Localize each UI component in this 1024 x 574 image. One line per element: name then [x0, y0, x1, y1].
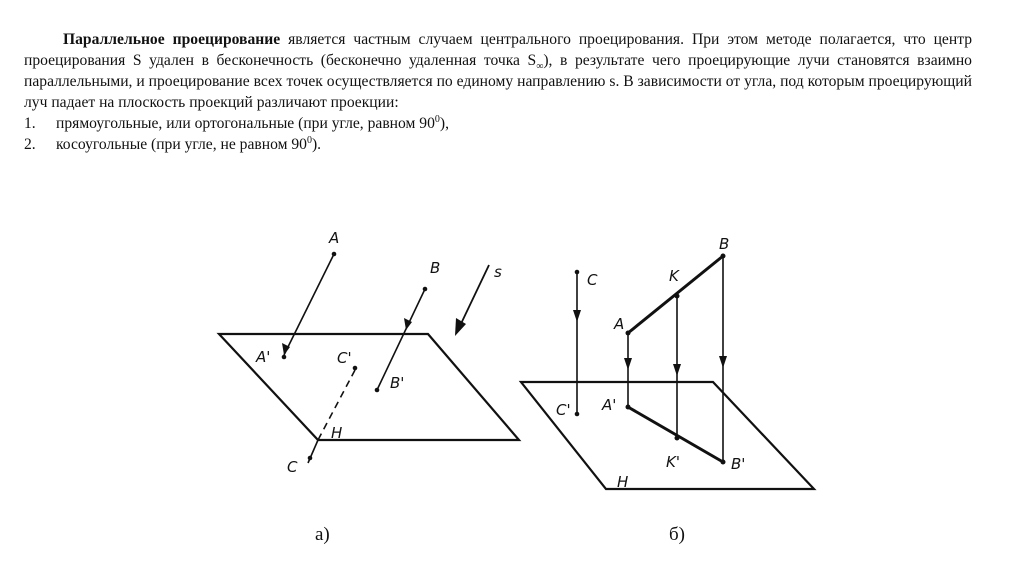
label-b1: B' — [731, 455, 746, 473]
point-a1 — [626, 405, 631, 410]
label-a: A — [614, 315, 625, 333]
label-b: B — [430, 259, 441, 277]
label-a1: A' — [602, 396, 617, 414]
figure-b-labels — [556, 235, 745, 545]
label-h: H — [331, 424, 343, 442]
caption-a: а) — [315, 524, 330, 545]
infinity-subscript: ∞ — [536, 61, 544, 73]
label-c1: C' — [556, 401, 571, 419]
point-c1 — [575, 412, 580, 417]
list-text-main: косоугольные (при угле, не равном 90 — [56, 136, 307, 153]
point-a1 — [282, 355, 287, 360]
plane-h-b — [521, 382, 814, 489]
label-a: A — [329, 229, 340, 247]
label-c: C — [587, 271, 598, 289]
paragraph-part-1: является частным случаем центрального проецирования. При этом методе полагается, что центр проецирования S удален в бесконечность (бесконечно удаленная точка S — [24, 31, 972, 69]
arrow-b — [719, 356, 727, 368]
point-b1 — [721, 460, 726, 465]
arrow-c — [573, 310, 581, 322]
label-b: B — [719, 235, 730, 253]
list-text-main: прямоугольные, или ортогональные (при угле, равном 90 — [56, 115, 435, 132]
label-h: H — [617, 473, 629, 491]
direction-s-arrow — [455, 318, 466, 336]
list-text-tail: ), — [439, 115, 449, 132]
point-b — [423, 287, 428, 292]
ray-a — [284, 254, 334, 355]
term-bold: Параллельное проецирование — [63, 31, 281, 48]
point-k1 — [675, 436, 680, 441]
label-c1: C' — [337, 349, 352, 367]
label-s: s — [494, 263, 502, 281]
point-c — [575, 270, 580, 275]
arrow-k — [673, 364, 681, 376]
caption-b: б) — [669, 524, 685, 545]
arrow-a — [624, 358, 632, 370]
label-k1: K' — [666, 453, 680, 471]
label-c: C — [287, 458, 298, 476]
degree-sup: 0 — [306, 134, 312, 146]
degree-sup: 0 — [434, 113, 440, 125]
point-c — [308, 456, 313, 461]
label-k: K — [669, 267, 679, 285]
label-b1: B' — [390, 374, 405, 392]
list-number: 1. — [24, 115, 36, 132]
list-number: 2. — [24, 136, 36, 153]
point-b1 — [375, 388, 380, 393]
point-c1 — [353, 366, 358, 371]
point-a — [332, 252, 337, 257]
label-a1: A' — [256, 348, 271, 366]
list-text-tail: ). — [311, 136, 322, 153]
paragraph-part-2: ), в результате чего проецирующие лучи становятся взаимно параллельными, и проецирование всех точек осуществляется по единому направлению s. В зависимости от угла, под которым проецирующий луч падает на плоскость проекций различают проекции: — [24, 52, 972, 111]
direction-s-line — [458, 265, 489, 330]
